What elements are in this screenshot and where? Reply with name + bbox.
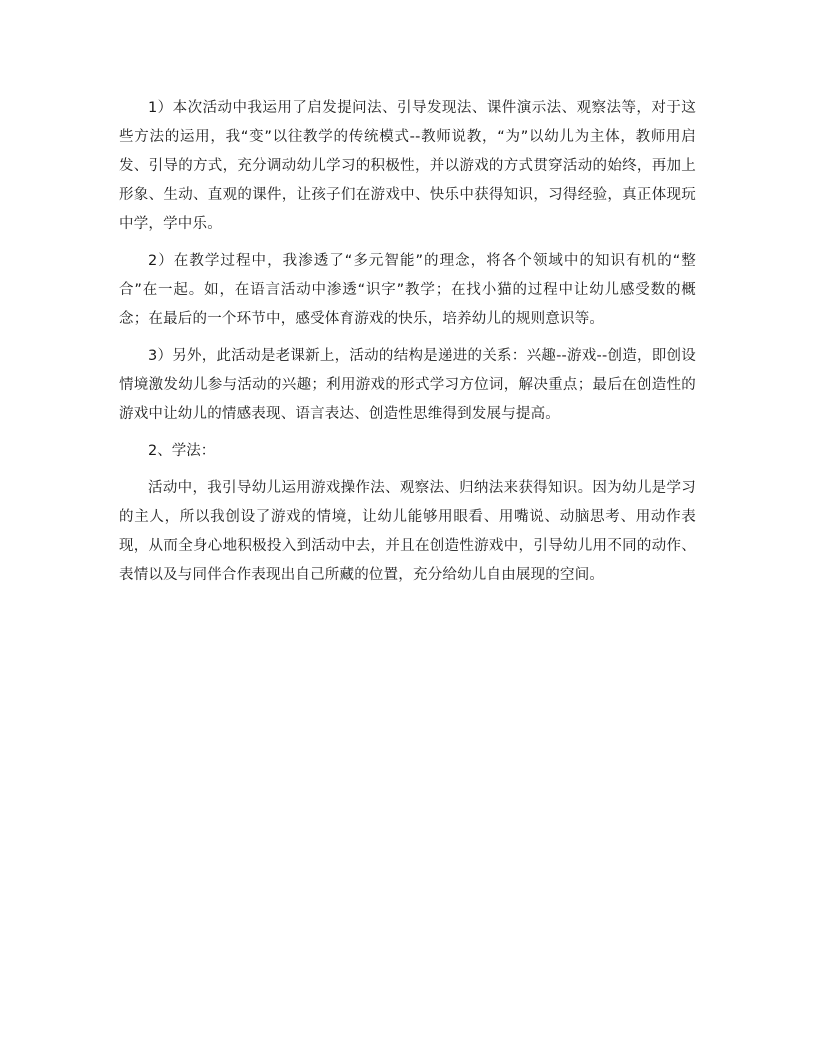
paragraph-method-1: 1）本次活动中我运用了启发提问法、引导发现法、课件演示法、观察法等，对于这些方法的运用，我“变”以往教学的传统模式--教师说教，“为”以幼儿为主体，教师用启发、引导的方式，充分调动幼儿学习的积极性，并以游戏的方式贯穿活动的始终，再加上形象、生动、直观的课件，让孩子们在游戏中、快乐中获得知识，习得经验，真正体现玩中学，学中乐。 (119, 100, 696, 232)
paragraph-learning-method: 活动中，我引导幼儿运用游戏操作法、观察法、归纳法来获得知识。因为幼儿是学习的主人，所以我创设了游戏的情境，让幼儿能够用眼看、用嘴说、动脑思考、用动作表现，从而全身心地积极投入到活动中去，并且在创造性游戏中，引导幼儿用不同的动作、表情以及与同伴合作表现出自己所藏的位置，充分给幼儿自由展现的空间。 (119, 480, 696, 583)
section-heading-learning-method: 2、学法： (148, 443, 216, 459)
document-page (119, 94, 696, 598)
paragraph-method-2: 2）在教学过程中，我渗透了“多元智能”的理念，将各个领域中的知识有机的“整合”在一起。如，在语言活动中渗透“识字”教学；在找小猫的过程中让幼儿感受数的概念；在最后的一个环节中，感受体育游戏的快乐，培养幼儿的规则意识等。 (119, 253, 696, 327)
paragraph-method-3: 3）另外，此活动是老课新上，活动的结构是递进的关系：兴趣--游戏--创造，即创设情境激发幼儿参与活动的兴趣；利用游戏的形式学习方位词，解决重点；最后在创造性的游戏中让幼儿的情感表现、语言表达、创造性思维得到发展与提高。 (119, 348, 696, 422)
